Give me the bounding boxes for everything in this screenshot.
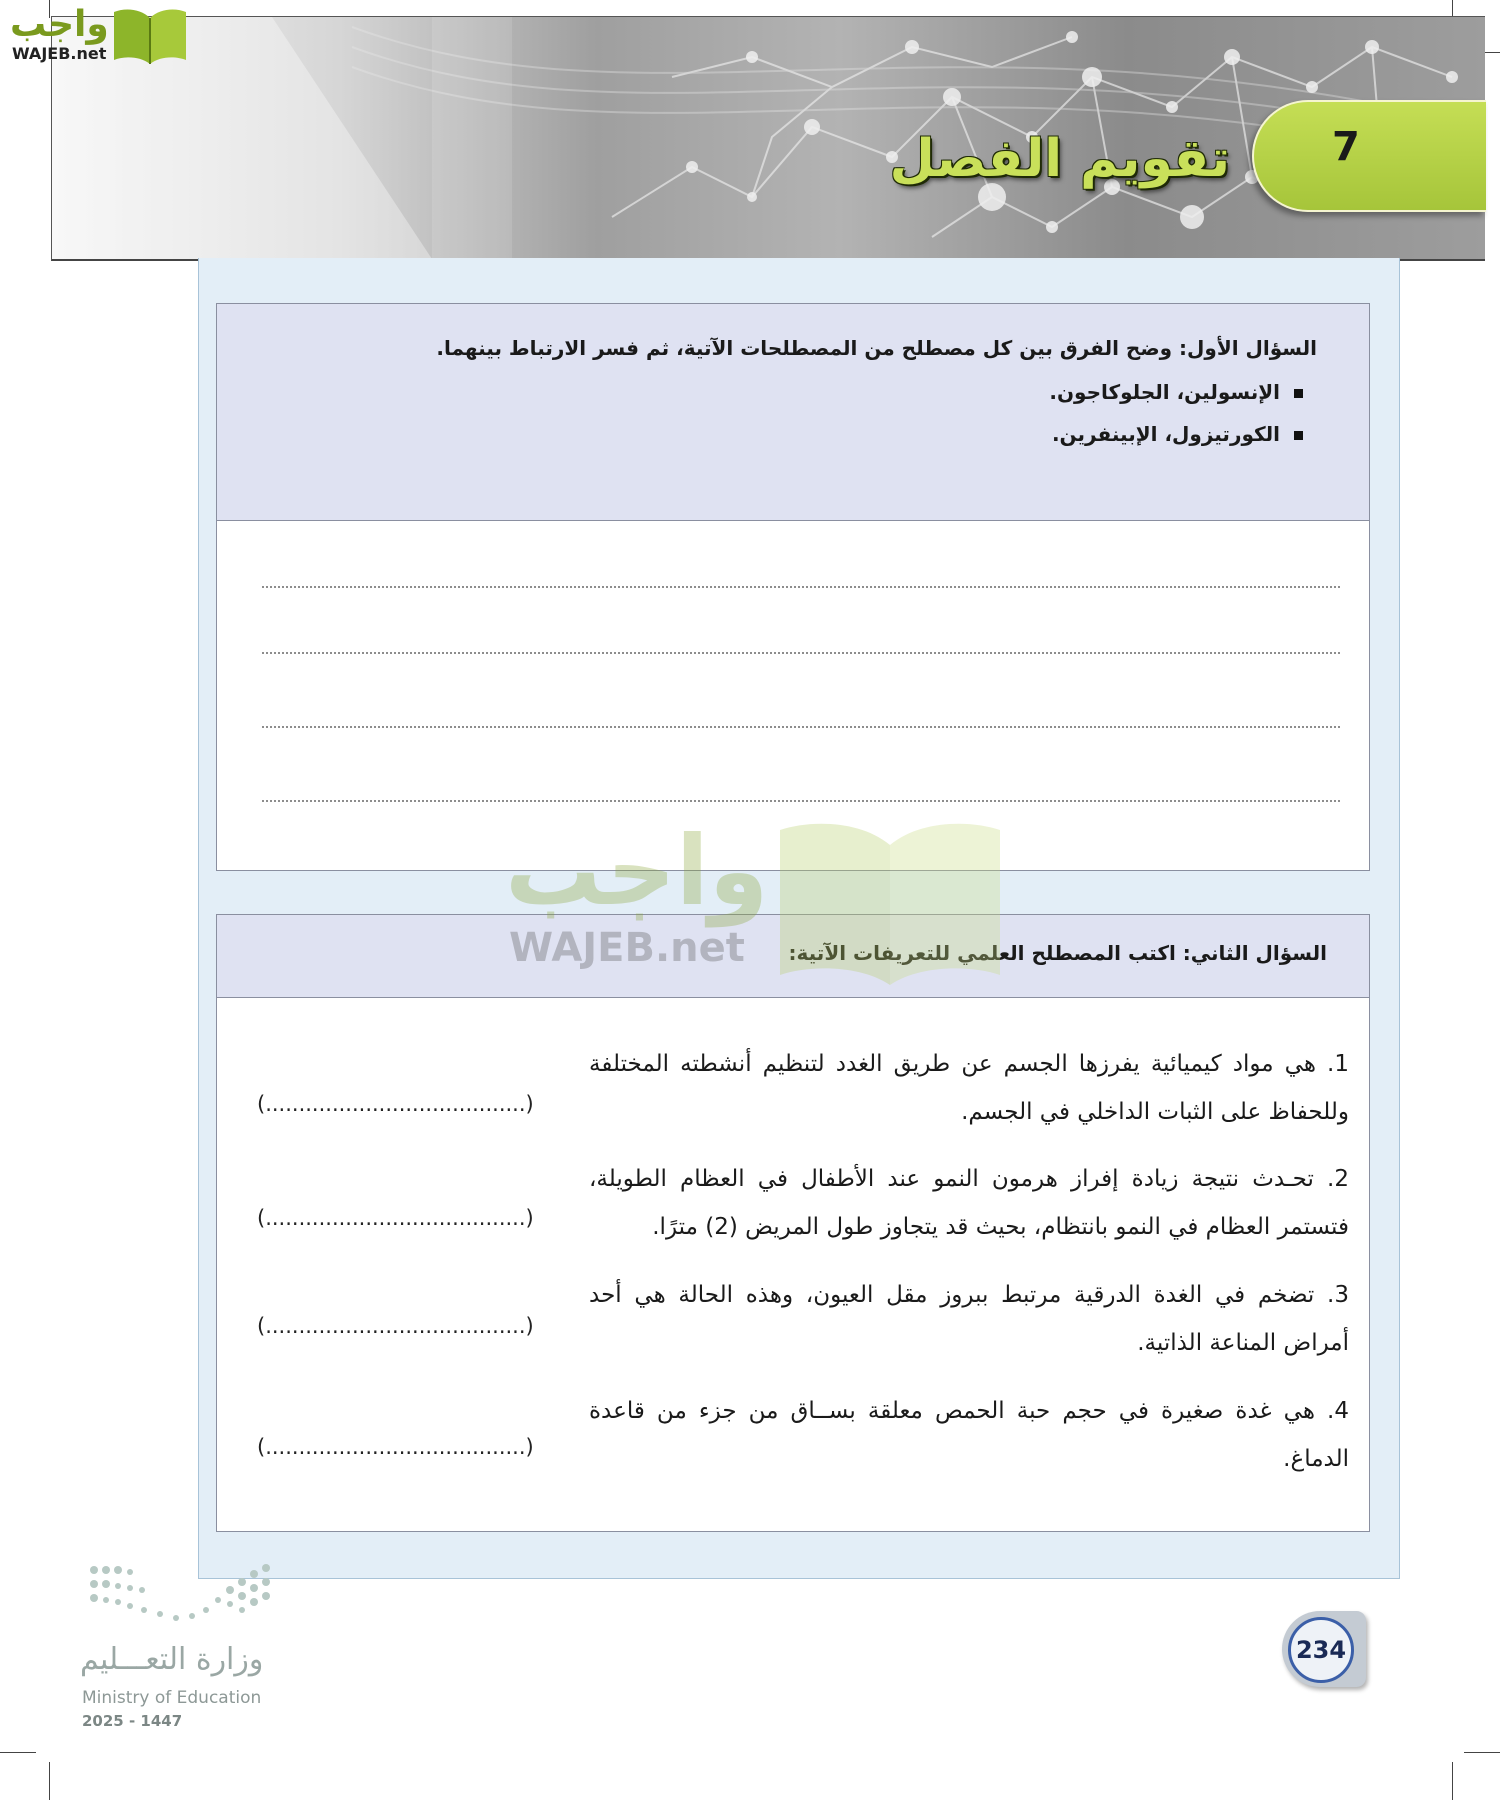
question-1-box [216, 303, 1370, 871]
watermark-book-icon [775, 815, 1005, 985]
question-2-title: السؤال الثاني: اكتب المصطلح العلمي للتعريفات الآتية: [788, 941, 1327, 965]
answer-blank[interactable]: (.......................................) [257, 1092, 534, 1116]
answer-blank[interactable]: (.......................................) [257, 1435, 534, 1459]
ministry-dots-icon [84, 1560, 274, 1630]
crop-mark [0, 1752, 36, 1753]
watermark [505, 815, 1005, 990]
definition-item: 1. هي مواد كيميائية يفرزها الجسم عن طريق الغدد لتنظيم أنشطته المختلفة وللحفاظ على الثبات الداخلي في الجسم. [589, 1051, 1349, 1125]
ministry-english-name: Ministry of Education [82, 1688, 262, 1708]
answer-line[interactable] [262, 800, 1340, 802]
question-2-box [216, 914, 1370, 1532]
ministry-arabic-name: وزارة التعـــليم [80, 1642, 264, 1677]
edition-year: 2025 - 1447 [82, 1712, 183, 1730]
answer-line[interactable] [262, 586, 1340, 588]
crop-mark [1452, 1762, 1453, 1800]
definition-item: 4. هي غدة صغيرة في حجم حبة الحمص معلقة بســاق من جزء من قاعدة الدماغ. [589, 1398, 1349, 1472]
answer-line[interactable] [262, 652, 1340, 654]
book-icon [110, 4, 190, 64]
logo-english-text: WAJEB.net [12, 44, 107, 63]
answer-blank[interactable]: (.......................................) [257, 1314, 534, 1338]
crop-mark [49, 1762, 50, 1800]
chapter-title: تقويم الفصل [889, 129, 1230, 189]
crop-mark [1464, 1752, 1500, 1753]
definition-item: 3. تضخم في الغدة الدرقية مرتبط ببروز مقل العيون، وهذه الحالة هي أحد أمراض المناعة الذاتية. [589, 1282, 1349, 1356]
question-1-bullet: الكورتيزول، الإبينفرين. [1052, 422, 1303, 446]
answer-line[interactable] [262, 726, 1340, 728]
question-1-bullet: الإنسولين، الجلوكاجون. [1049, 380, 1303, 404]
page-number-badge [1282, 1611, 1366, 1687]
page-number: 234 [1288, 1617, 1354, 1683]
logo-arabic-text: واجب [10, 4, 109, 45]
definition-item: 2. تحـدث نتيجة زيادة إفراز هرمون النمو عند الأطفال في العظام الطويلة، فتستمر العظام في النمو بانتظام، بحيث قد يتجاوز طول المريض (2) مترًا. [589, 1166, 1349, 1240]
watermark-english: WAJEB.net [509, 925, 745, 971]
question-1-header [217, 304, 1369, 521]
question-1-title: السؤال الأول: وضح الفرق بين كل مصطلح من المصطلحات الآتية، ثم فسر الارتباط بينهما. [436, 336, 1317, 360]
answer-blank[interactable]: (.......................................) [257, 1206, 534, 1230]
watermark-arabic: واجب [505, 815, 769, 927]
chapter-number: 7 [1332, 124, 1360, 170]
ministry-logo [80, 1560, 280, 1730]
wajeb-logo [10, 4, 190, 66]
chapter-number-tab [1252, 100, 1486, 212]
